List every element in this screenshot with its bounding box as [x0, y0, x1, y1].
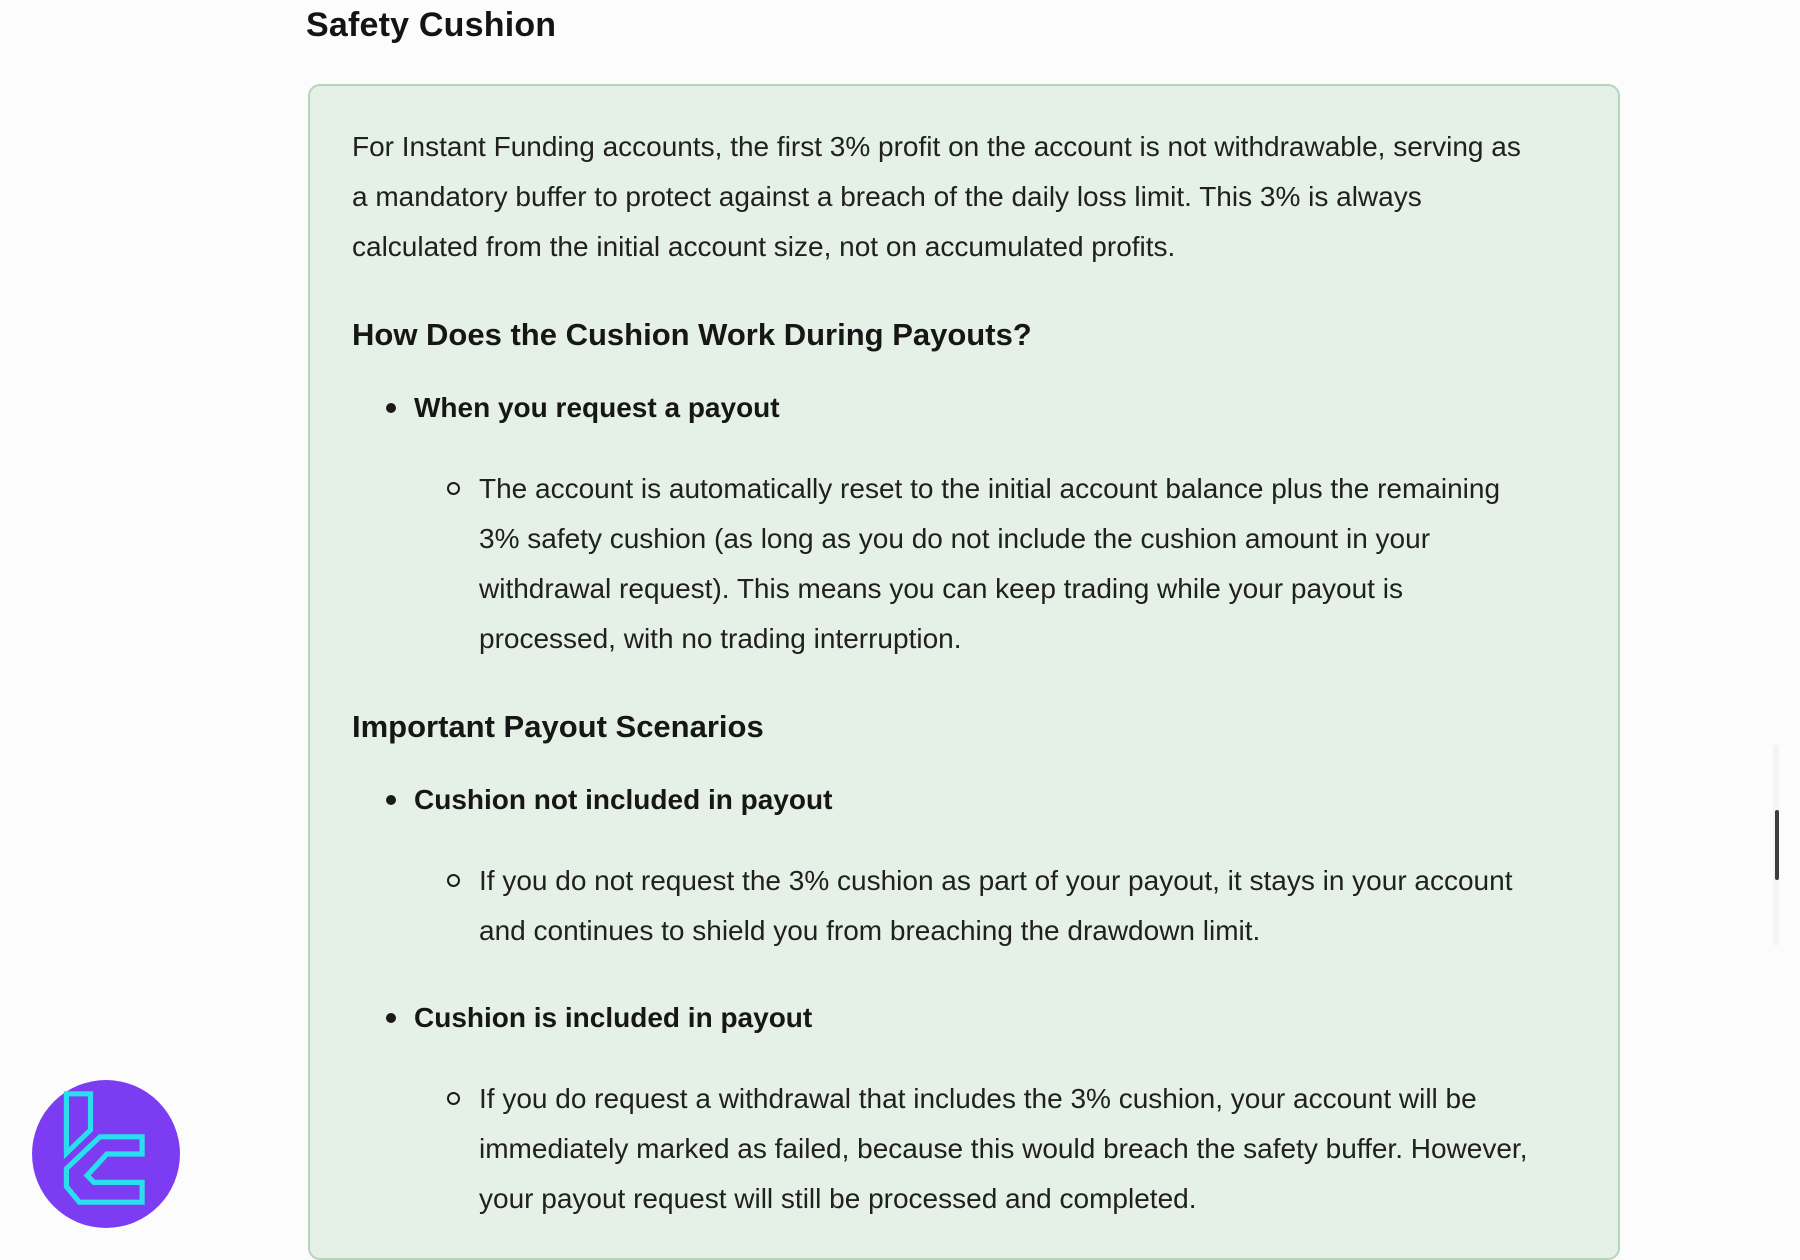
list-item — [352, 996, 1532, 1040]
circle-bullet-icon — [447, 482, 460, 495]
section-heading: Important Payout Scenarios — [352, 709, 764, 744]
disc-bullet-icon — [386, 403, 396, 413]
bullet-label: When you request a payout — [414, 392, 780, 423]
scrollbar-thumb[interactable] — [1775, 810, 1779, 880]
list-subitem — [352, 856, 1532, 956]
safety-cushion-callout — [308, 84, 1620, 1260]
list-item — [352, 386, 1532, 430]
section-how-cushion-works — [352, 312, 1532, 664]
circle-bullet-icon — [447, 1092, 460, 1105]
subitem-text: If you do request a withdrawal that includes the 3% cushion, your account will be immediately marked as failed, because this would breach the safety buffer. However, your payout request will still be processed and completed. — [479, 1083, 1528, 1214]
page-title: Safety Cushion — [306, 6, 557, 44]
list-subitem — [352, 464, 1532, 664]
section-heading: How Does the Cushion Work During Payouts? — [352, 317, 1032, 352]
list-subitem — [352, 1074, 1532, 1224]
brand-monogram-icon — [20, 1068, 192, 1240]
bullet-label: Cushion not included in payout — [414, 784, 833, 815]
list-item — [352, 778, 1532, 822]
bullet-label: Cushion is included in payout — [414, 1002, 813, 1033]
intro-paragraph: For Instant Funding accounts, the first 3% profit on the account is not withdrawable, serving as a mandatory buffer to protect against a breach of the daily loss limit. This 3% is always calculated from the initial account size, not on accumulated profits. — [352, 131, 1521, 262]
section-important-payout-scenarios — [352, 704, 1532, 1224]
subitem-text: The account is automatically reset to the initial account balance plus the remaining 3% safety cushion (as long as you do not include the cushion amount in your withdrawal request). This means you can keep trading while your payout is processed, with no trading interruption. — [479, 473, 1501, 654]
subitem-text: If you do not request the 3% cushion as part of your payout, it stays in your account and continues to shield you from breaching the drawdown limit. — [479, 865, 1513, 946]
disc-bullet-icon — [386, 1013, 396, 1023]
circle-bullet-icon — [447, 874, 460, 887]
disc-bullet-icon — [386, 795, 396, 805]
